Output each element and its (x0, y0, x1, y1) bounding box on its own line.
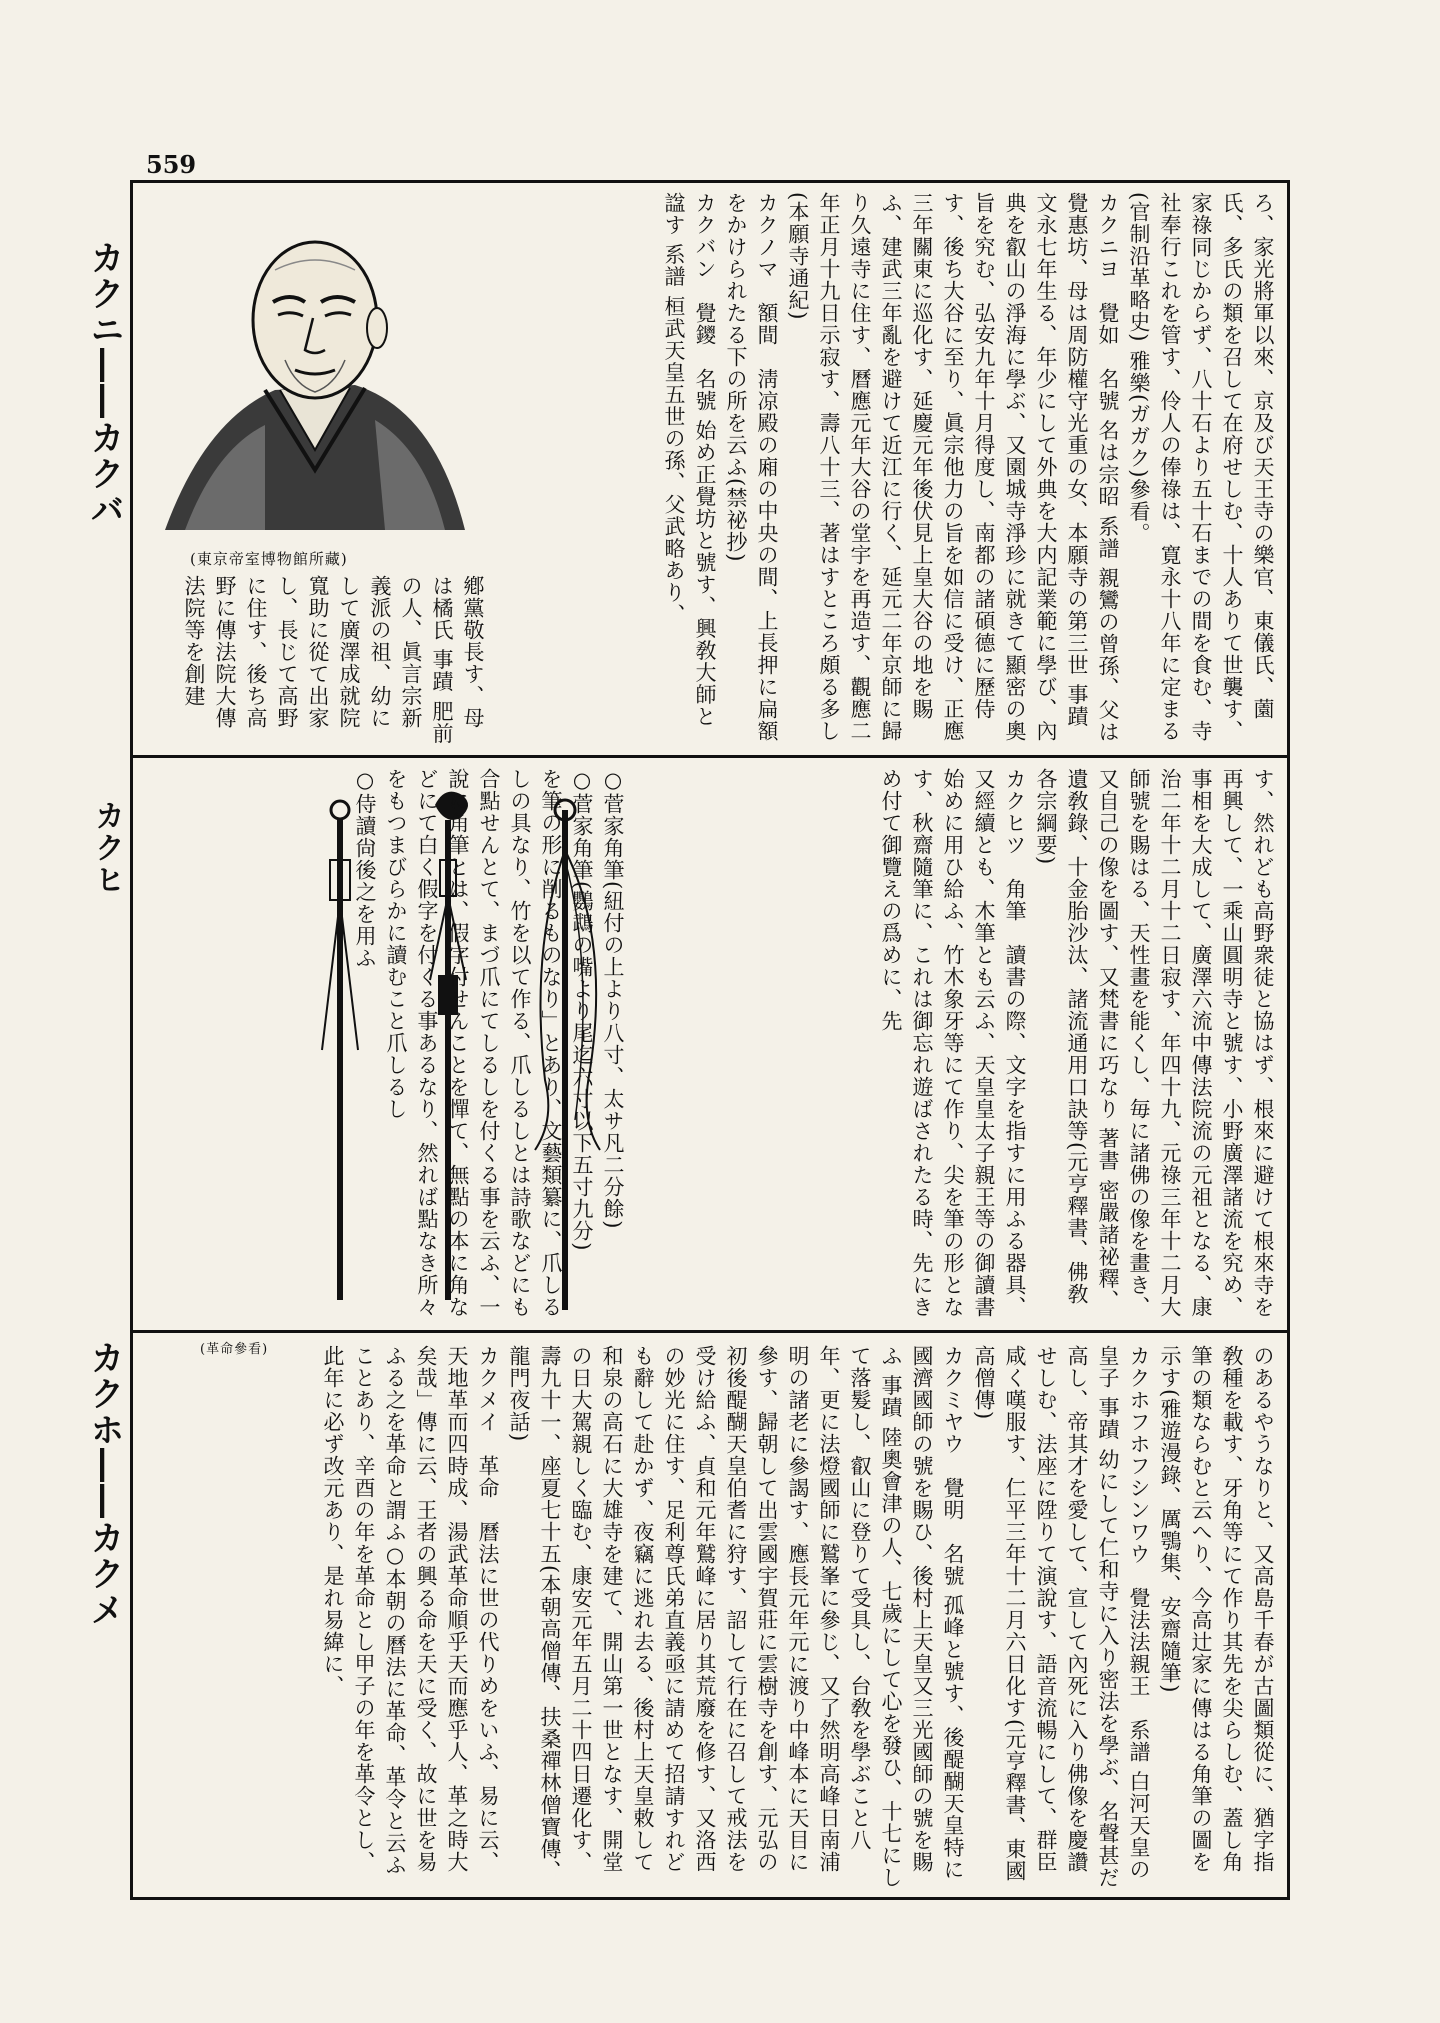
section-divider (130, 1330, 1290, 1333)
running-head-top: カクニ――カクバ (84, 240, 124, 528)
running-head-middle: カクヒ (89, 800, 124, 896)
page-number: 559 (146, 150, 197, 179)
portrait-of-kakuban-illustration (145, 210, 485, 540)
entry-text-kakuhitsu: す、然れども高野衆徒と協はず、根來に避けて根來寺を再興して、一乘山圓明寺と號す、小野廣澤諸流を究め、事相を大成して、廣澤六流中傳法院流の元祖となる、康治二年十二月十二日寂す、年四十九、元祿三年十二月大師號を賜はる、天性畫を能くし、毎に諸佛の像を畫き、又自己の像を圖す、又梵書に巧なり 著書 密嚴諸祕釋、遺敎錄、十金胎沙汰、諸流通用口訣等(元亨釋書、佛敎各宗綱要) カクヒツ 角筆 讀書の際、文字を指すに用ふる器具、又經續とも、木筆とも云ふ、天皇皇太子親王等の御讀書始めに用ひ給ふ、竹木象牙等にて作り、尖を筆の形となす、秋齋隨筆に、これは御忘れ遊ばされたる時、先にきめ付て御覽えの爲めに、先 (879, 768, 1275, 1318)
see-also-note: (革命參看) (200, 1342, 269, 1357)
entry-text-kakuniyo: ろ、家光將軍以來、京及び天王寺の樂官、東儀氏、薗氏、多氏の類を召して在府せしむ、十人ありて世襲す、家祿同じからず、八十石より五十石までの間を食む、寺社奉行これを管す、伶人の俸祿は、寛永十八年に定まる(官制沿革略史) 雅樂(ガガク)參看。 カクニヨ 覺如 名號 名は宗昭 系譜 親鸞の曾孫、父は覺惠坊、母は周防權守光重の女、本願寺の第三世 事蹟 文永七年生る、年少にして外典を大内記業範に學び、內典を叡山の淨海に學ぶ、又園城寺淨珍に就きて顯密の奧旨を究む、弘安九年十月得度し、南都の諸碩德に歷侍す、後ち大谷に至り、眞宗他力の旨を如信に受け、正應三年關東に巡化す、延慶元年後伏見上皇大谷の地を賜ふ、建武三年亂を避けて近江に行く、延元二年京師に歸り久遠寺に住す、曆應元年大谷の堂宇を再造す、觀應二年正月十九日示寂す、壽八十三、著はすところ頗る多し(本願寺通紀) カクノマ 額間 淸凉殿の廂の中央の間、上長押に扁額をかけられたる下の所を云ふ(禁祕抄) カクバン 覺鑁 名號 始め正覺坊と號す、興敎大師と諡す 系譜 桓武天皇五世の孫、父武略あり、 (662, 192, 1275, 744)
running-head-bottom: カクホ――カクメ (84, 1340, 124, 1628)
entry-text-kakuhitsu-notes: ○菅家角筆(紐付の上より八寸、太サ凡二分餘) ○菅家角筆(鸚鵡の嘴より尾迄六寸以下五寸九分) を筆の形に削るものなり」とあり、文藝類纂に、爪しるしの具なり、竹を以て作る、爪しるしとは詩歌などにも合點せんとて、まづ爪にてしるしを付くる事を云ふ、一說に角筆とは、假字付せんことを憚て、無點の本に角などにて白く假字を付くる事あるなり、然れば點なき所々をもつまびらかに讀むこと爪しるし ○侍讀尙後之を用ふ (353, 768, 625, 1318)
portrait-caption: (東京帝室博物館所藏) (190, 550, 348, 568)
section-divider (130, 755, 1290, 758)
entry-text-kakuban-continued: 鄕黨敬長す、母は橘氏 事蹟 肥前の人、眞言宗新義派の祖、幼にして廣澤成就院寬助に從て出家し、長じて高野に住す、後ち高野に傳法院大傳法院等を創建 (182, 575, 485, 745)
entry-text-kakuhou-kakumei: のあるやうなりと、又高島千春が古圖類從に、猶字指敎種を載す、牙角等にて作り其先を尖らしむ、蓋し角筆の類ならむと云へり、今高辻家に傳はる角筆の圖を示す(雅遊漫錄、厲鶚集、安齋隨筆) カクホフホフシンワウ 覺法法親王 系譜 白河天皇の皇子 事蹟 幼にして仁和寺に入り密法を學ぶ、名聲甚だ高し、帝其才を愛して、宣して內死に入り佛像を慶讚せしむ、法座に陞りて演說す、語音流暢にして、群臣咸く嘆服す、仁平三年十二月六日化す(元亨釋書、東國高僧傳) カクミヤウ 覺明 名號 孤峰と號す、後醍醐天皇特に國濟國師の號を賜ひ、後村上天皇又三光國師の號を賜ふ 事蹟 陸奧會津の人、七歲にして心を發ひ、十七にして落髮し、叡山に登りて受具し、台敎を學ぶこと八年、更に法燈國師に鷲峯に參じ、又了然明高峰日南浦明の諸老に參謁す、應長元年元に渡り中峰本に天目に參す、歸朝して出雲國宇賀莊に雲樹寺を創す、元弘の初後醍醐天皇伯耆に狩す、詔して行在に召して戒法を受け給ふ、貞和元年鷲峰に居り其荒廢を修す、又洛西の妙光に住す、足利尊氏弟直義亟に請めて招請すれども辭して赴かず、夜竊に逃れ去る、後村上天皇敕して和泉の高石に大雄寺を建て、開山第一世となす、開堂の日大駕親しく臨む、康安元年五月二十四日遷化す、壽九十一、座夏七十五(本朝高僧傳、扶桑禪林僧寶傳、龍門夜話) カクメイ 革命 曆法に世の代りめをいふ、易に云、天地革而四時成、湯武革命順乎天而應乎人、革之時大矣哉」傳に云、王者の興る命を天に受く、故に世を易ふる之を革命と謂ふ○本朝の曆法に革命、革令と云ふことあり、辛酉の年を革命とし甲子の年を革令とし、此年に必ず改元あり、是れ易緯に、 (321, 1345, 1275, 1889)
